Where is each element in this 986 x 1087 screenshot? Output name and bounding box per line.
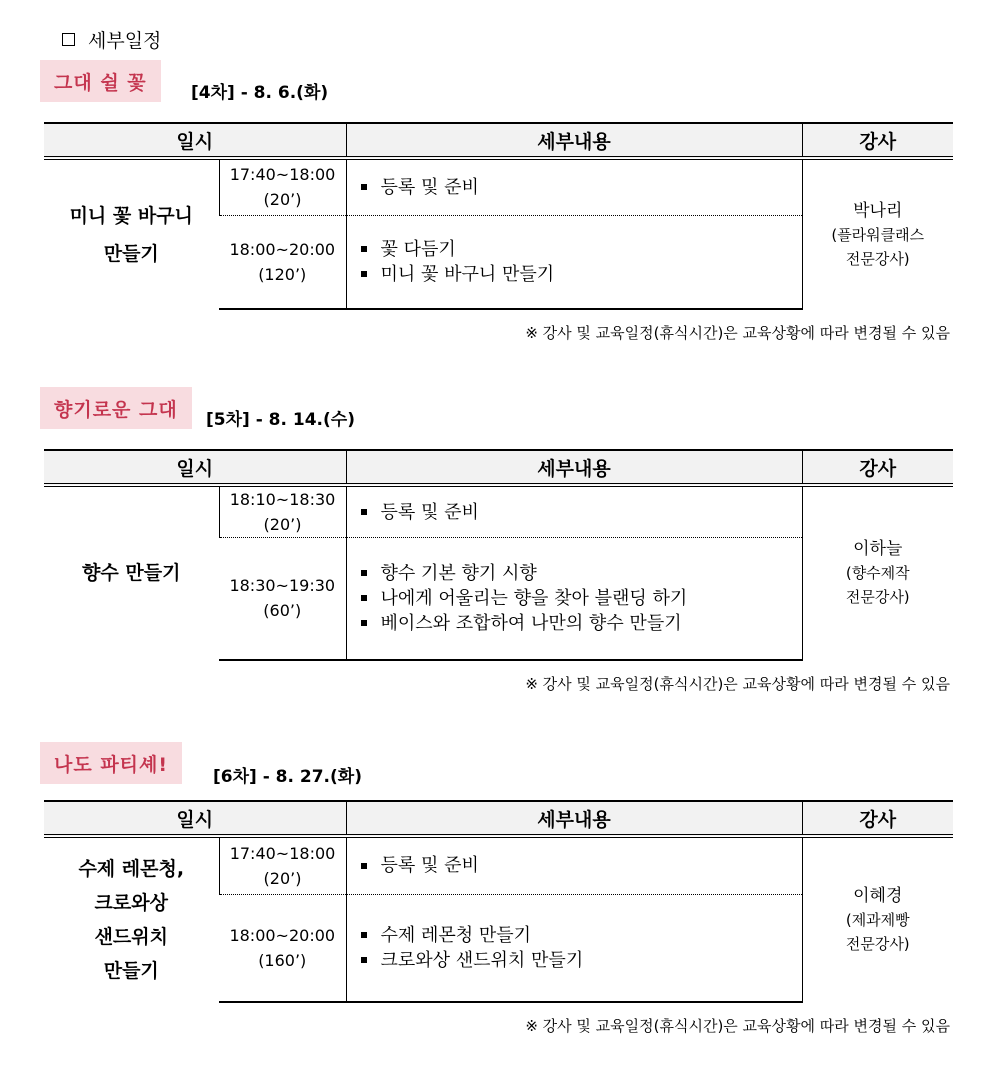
- duration: (60’): [263, 601, 302, 621]
- topic-cell: [44, 485, 219, 660]
- instructor-title: 전문강사): [845, 935, 910, 953]
- content-cell: [346, 836, 802, 894]
- col-header-content: 세부내용: [346, 801, 802, 836]
- square-bullet-icon: [361, 595, 367, 601]
- time-cell: [219, 158, 346, 215]
- schedule-note: ※ 강사 및 교육일정(휴식시간)은 교육상황에 따라 변경될 수 있음: [525, 674, 950, 693]
- square-bullet-icon: [361, 932, 367, 938]
- list-item: 수제 레몬청 만들기: [361, 923, 802, 948]
- square-bullet-icon: [361, 863, 367, 869]
- col-header-content: 세부내용: [346, 123, 802, 158]
- session-date: [4차] - 8. 6.(화): [191, 83, 329, 103]
- instructor-name: 박나리: [853, 200, 903, 221]
- instructor-cell: [802, 158, 953, 309]
- time-range: 18:00~20:00: [229, 925, 336, 945]
- instructor-cell: [802, 485, 953, 660]
- time-range: 17:40~18:00: [229, 843, 336, 863]
- list-item: 미니 꽃 바구니 만들기: [361, 262, 802, 287]
- instructor-title: 전문강사): [845, 249, 910, 268]
- instructor-org: (플라워클래스: [831, 225, 925, 244]
- col-header-instructor: 강사: [802, 801, 953, 836]
- event-title-tag: 향기로운 그대: [40, 387, 192, 429]
- schedule-section-5: [40, 387, 954, 694]
- duration: (120’): [258, 264, 307, 284]
- topic-line: 향수 만들기: [82, 562, 181, 585]
- square-bullet-icon: [361, 184, 367, 190]
- checkbox-square-icon: [62, 33, 75, 46]
- square-bullet-icon: [361, 509, 367, 515]
- square-bullet-icon: [361, 570, 367, 576]
- list-item: 향수 기본 향기 시향: [361, 561, 802, 586]
- col-header-content: 세부내용: [346, 450, 802, 485]
- topic-line: 수제 레몬청,: [78, 858, 185, 880]
- content-cell: [346, 894, 802, 1002]
- topic-cell: [44, 158, 219, 309]
- list-item: 등록 및 준비: [361, 500, 802, 525]
- duration: (20’): [263, 515, 302, 534]
- instructor-name: 이혜경: [853, 886, 903, 906]
- duration: (20’): [263, 190, 302, 210]
- content-cell: [346, 538, 802, 660]
- event-title-tag: 나도 파티셰!: [40, 742, 182, 784]
- list-item: 베이스와 조합하여 나만의 향수 만들기: [361, 611, 802, 636]
- time-cell: [219, 485, 346, 538]
- instructor-name: 이하늘: [853, 539, 903, 560]
- square-bullet-icon: [361, 271, 367, 277]
- schedule-note: ※ 강사 및 교육일정(휴식시간)은 교육상황에 따라 변경될 수 있음: [525, 1017, 950, 1035]
- event-title-tag: 그대 쉴 꽃: [40, 60, 161, 102]
- schedule-section-4: [40, 60, 954, 343]
- list-item: 등록 및 준비: [361, 853, 802, 878]
- content-cell: [346, 158, 802, 215]
- time-range: 18:30~19:30: [229, 576, 336, 596]
- schedule-section-6: [40, 742, 954, 1036]
- session-date: [5차] - 8. 14.(수): [206, 410, 355, 430]
- duration: (160’): [258, 950, 307, 970]
- time-cell: [219, 836, 346, 894]
- list-item: 꽃 다듬기: [361, 237, 802, 262]
- time-cell: [219, 894, 346, 1002]
- section-heading: [62, 26, 161, 53]
- topic-line: 만들기: [103, 960, 159, 982]
- schedule-note: ※ 강사 및 교육일정(휴식시간)은 교육상황에 따라 변경될 수 있음: [525, 324, 950, 342]
- instructor-org: (제과제빵: [845, 911, 910, 929]
- col-header-datetime: 일시: [44, 123, 346, 158]
- col-header-datetime: 일시: [44, 450, 346, 485]
- list-item: 등록 및 준비: [361, 175, 802, 200]
- list-item: 크로와상 샌드위치 만들기: [361, 948, 802, 973]
- topic-line: 만들기: [103, 242, 159, 265]
- col-header-instructor: 강사: [802, 450, 953, 485]
- square-bullet-icon: [361, 620, 367, 626]
- topic-line: 크로와상: [94, 892, 168, 914]
- square-bullet-icon: [361, 957, 367, 963]
- time-cell: [219, 215, 346, 309]
- time-range: 18:00~20:00: [229, 239, 336, 259]
- session-date: [6차] - 8. 27.(화): [213, 767, 362, 787]
- schedule-table: [44, 122, 953, 310]
- topic-cell: [44, 836, 219, 1002]
- topic-line: 샌드위치: [94, 926, 168, 948]
- content-cell: [346, 485, 802, 538]
- instructor-org: (향수제작: [845, 564, 910, 583]
- col-header-instructor: 강사: [802, 123, 953, 158]
- list-item: 나에게 어울리는 향을 찾아 블랜딩 하기: [361, 586, 802, 611]
- square-bullet-icon: [361, 246, 367, 252]
- instructor-cell: [802, 836, 953, 1002]
- col-header-datetime: 일시: [44, 801, 346, 836]
- time-range: 17:40~18:00: [229, 165, 336, 185]
- heading-text: 세부일정: [88, 30, 162, 52]
- topic-line: 미니 꽃 바구니: [69, 204, 193, 227]
- schedule-table: [44, 800, 953, 1003]
- content-cell: [346, 215, 802, 309]
- schedule-table: [44, 449, 953, 661]
- time-cell: [219, 538, 346, 660]
- duration: (20’): [263, 868, 302, 888]
- time-range: 18:10~18:30: [229, 490, 336, 509]
- instructor-title: 전문강사): [845, 588, 910, 607]
